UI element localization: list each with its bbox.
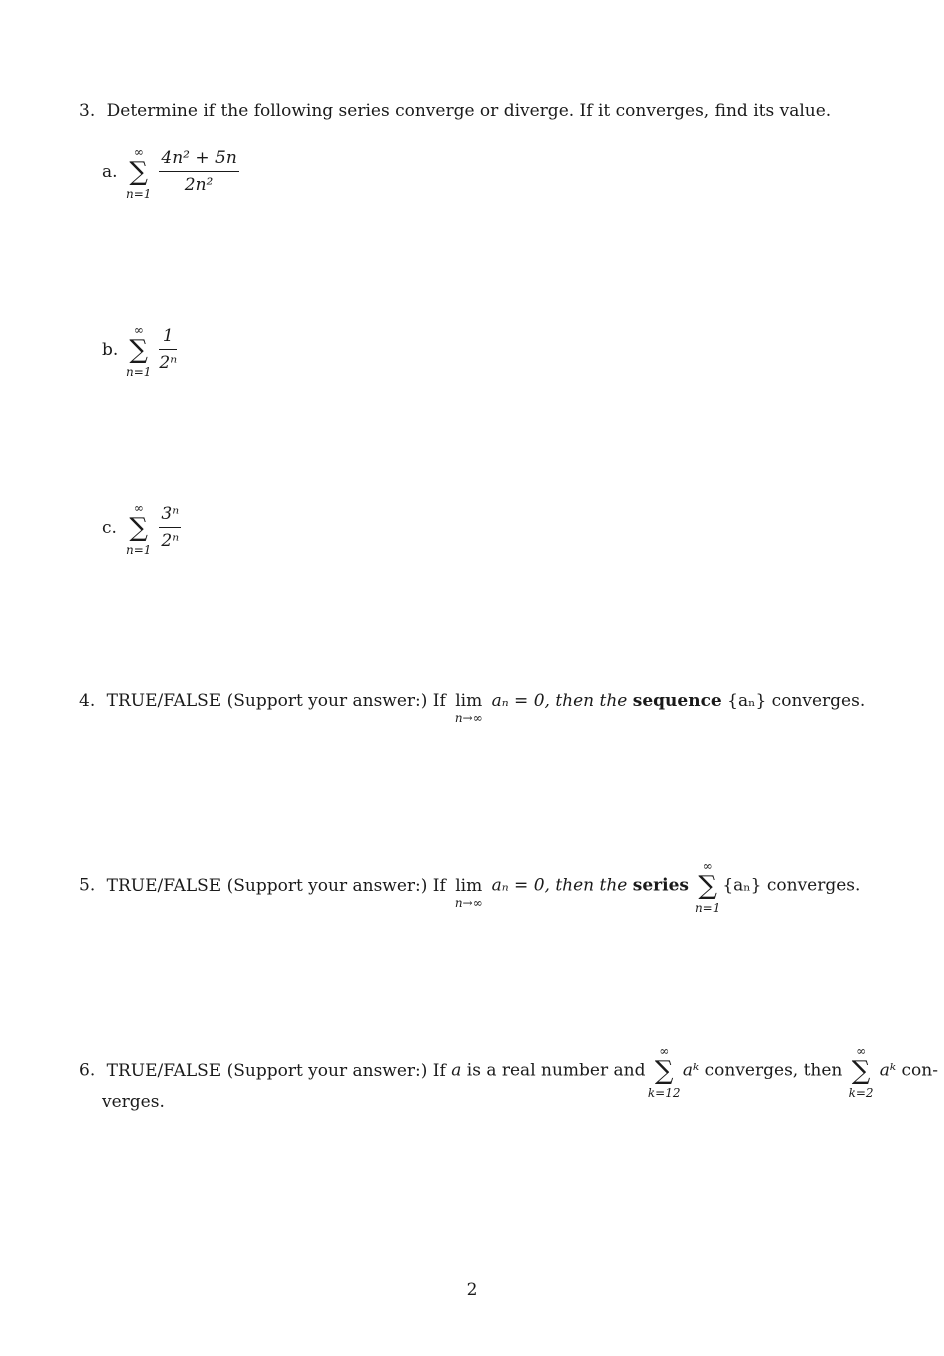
sum-lower: k=2 <box>848 1086 874 1100</box>
lim-label: lim <box>455 875 483 896</box>
sum-lower: n=1 <box>694 901 721 915</box>
question-mid2: converges, then <box>704 1060 843 1081</box>
summation-k12 <box>647 1044 681 1100</box>
part-label: b. <box>102 339 119 360</box>
part-c <box>102 500 181 557</box>
question-tail: {aₙ} converges. <box>722 875 861 896</box>
question-number: 4. <box>79 691 96 711</box>
sum-upper: ∞ <box>133 500 144 515</box>
numerator: 3ⁿ <box>159 504 181 528</box>
sum-upper: ∞ <box>856 1044 867 1058</box>
sigma-symbol: ∑ <box>654 1056 674 1086</box>
question-number: 6. <box>79 1060 96 1081</box>
sum-lower: n=1 <box>125 186 152 201</box>
part-label: a. <box>102 161 118 182</box>
question-tail: con- <box>901 1060 938 1081</box>
sigma-symbol: ∑ <box>851 1056 871 1086</box>
bold-term: sequence <box>632 691 722 711</box>
variable: a <box>451 1060 462 1081</box>
numerator: 4n² + 5n <box>159 148 238 172</box>
sigma-symbol: ∑ <box>129 512 148 543</box>
sigma-symbol: ∑ <box>129 156 148 187</box>
fraction <box>159 326 177 373</box>
part-label: c. <box>102 517 117 538</box>
part-b <box>102 322 178 379</box>
limit <box>454 691 483 725</box>
sum-upper: ∞ <box>659 1044 670 1058</box>
denominator: 2ⁿ <box>159 353 178 373</box>
sum-upper: ∞ <box>133 144 144 159</box>
question-6-wrap: verges. <box>102 1092 165 1112</box>
series-term: aᵏ <box>879 1060 897 1081</box>
question-number: 3. <box>79 101 96 121</box>
numerator: 1 <box>159 326 177 350</box>
sigma-symbol: ∑ <box>129 334 148 365</box>
summation <box>125 144 152 201</box>
question-number: 5. <box>79 875 96 896</box>
lim-subscript: n→∞ <box>454 895 483 910</box>
question-text: Determine if the following series converge or diverge. If it converges, find its value. <box>106 101 832 121</box>
question-6 <box>79 1044 938 1100</box>
denominator: 2ⁿ <box>161 531 180 551</box>
lim-label: lim <box>455 691 483 711</box>
question-mid: is a real number and <box>466 1060 646 1081</box>
sum-upper: ∞ <box>133 322 144 337</box>
limit <box>454 875 483 910</box>
question-prefix: TRUE/FALSE (Support your answer:) If <box>106 875 446 896</box>
fraction <box>159 504 181 551</box>
page-number: 2 <box>466 1280 478 1300</box>
summation <box>125 322 152 379</box>
summation <box>694 859 721 915</box>
bold-term: series <box>632 875 689 896</box>
limit-expression: aₙ = 0, then the <box>491 691 628 711</box>
series-term: aᵏ <box>682 1060 700 1081</box>
fraction <box>159 148 238 195</box>
denominator: 2n² <box>184 175 214 195</box>
question-tail: {aₙ} converges. <box>727 691 866 711</box>
limit-expression: aₙ = 0, then the <box>491 875 628 896</box>
sum-upper: ∞ <box>702 859 713 873</box>
sigma-symbol: ∑ <box>698 871 717 901</box>
lim-subscript: n→∞ <box>454 711 483 725</box>
sum-lower: n=1 <box>125 364 152 379</box>
question-4 <box>79 691 866 725</box>
sum-lower: k=12 <box>647 1086 681 1100</box>
summation-k2 <box>848 1044 874 1100</box>
question-5 <box>79 859 861 915</box>
question-3 <box>79 101 831 121</box>
sum-lower: n=1 <box>125 542 152 557</box>
part-a <box>102 144 239 201</box>
summation <box>125 500 152 557</box>
question-prefix: TRUE/FALSE (Support your answer:) If <box>106 691 446 711</box>
question-prefix: TRUE/FALSE (Support your answer:) If <box>106 1060 446 1081</box>
